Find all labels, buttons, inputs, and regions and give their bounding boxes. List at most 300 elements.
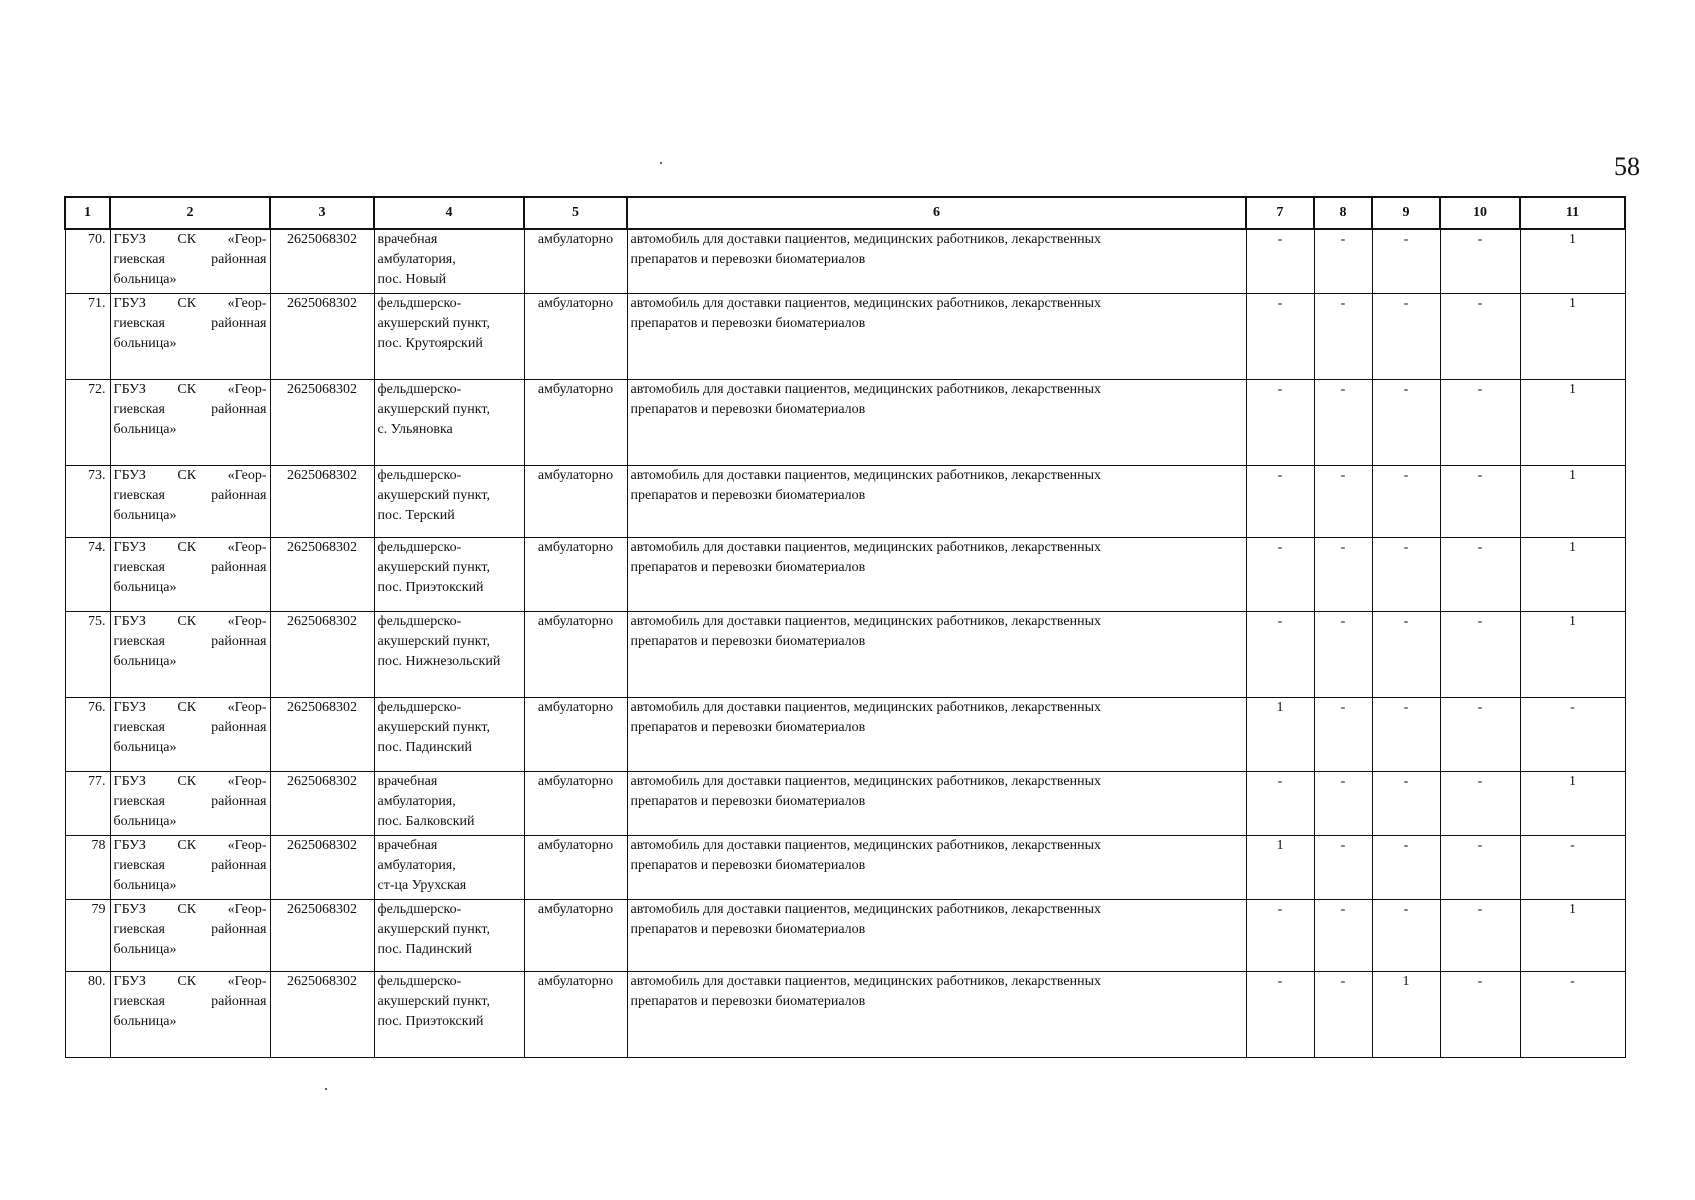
care-mode: амбулаторно (524, 771, 627, 835)
count-cell-7: - (1246, 537, 1314, 611)
count-cell-9: - (1372, 899, 1440, 971)
count-cell-11: 1 (1520, 899, 1625, 971)
count-cell-10: - (1440, 379, 1520, 465)
organization-name-line (114, 836, 267, 856)
facility-name-line: акушерский пункт, (377, 559, 490, 575)
organization-name-line (114, 718, 267, 738)
inn-code: 2625068302 (270, 229, 374, 293)
facility-name-line: акушерский пункт, (377, 315, 490, 331)
facility-name (374, 229, 524, 293)
vehicle-purpose-line: автомобиль для доставки пациентов, медицинских работников, лекарственных (630, 232, 1101, 247)
organization-name-line (114, 876, 267, 896)
organization-name-word: районная (211, 315, 267, 331)
organization-name-word: районная (211, 719, 267, 735)
organization-name-word: гиевская (113, 252, 165, 267)
organization-name-word: больница» (113, 272, 177, 287)
row-number: 77. (65, 771, 110, 835)
count-cell-8: - (1314, 771, 1372, 835)
count-cell-7: - (1246, 771, 1314, 835)
vehicle-purpose-line: автомобиль для доставки пациентов, медицинских работников, лекарственных (630, 773, 1101, 789)
table-row (65, 899, 1625, 971)
count-cell-8: - (1314, 537, 1372, 611)
facility-name-line: с. Ульяновка (377, 421, 453, 437)
count-cell-10: - (1440, 229, 1520, 293)
organization-name (110, 229, 270, 293)
vehicle-purpose-line: автомобиль для доставки пациентов, медицинских работников, лекарственных (630, 295, 1101, 311)
organization-name-line (114, 612, 267, 632)
count-cell-7: - (1246, 379, 1314, 465)
organization-name-line (114, 1012, 267, 1032)
row-number: 76. (65, 697, 110, 771)
count-cell-9: - (1372, 465, 1440, 537)
facility-name-line: акушерский пункт, (377, 487, 490, 503)
vehicle-purpose-line: препаратов и перевозки биоматериалов (630, 633, 866, 649)
row-number: 70. (65, 229, 110, 293)
vehicle-purpose-line: автомобиль для доставки пациентов, медицинских работников, лекарственных (630, 837, 1101, 853)
vehicle-purpose-line: автомобиль для доставки пациентов, медицинских работников, лекарственных (630, 901, 1101, 917)
organization-name-word: больница» (113, 507, 177, 523)
organization-name-word: «Геор- (227, 232, 267, 247)
facility-name-line: пос. Приэтокский (377, 579, 484, 595)
row-number: 71. (65, 293, 110, 379)
count-cell-9: - (1372, 293, 1440, 379)
count-cell-7: - (1246, 293, 1314, 379)
facility-name (374, 697, 524, 771)
count-cell-11: 1 (1520, 611, 1625, 697)
organization-name-word: «Геор- (227, 539, 267, 555)
facility-name-line: пос. Приэтокский (377, 1013, 484, 1029)
count-cell-10: - (1440, 537, 1520, 611)
organization-name-word: больница» (113, 813, 177, 829)
count-cell-11: 1 (1520, 379, 1625, 465)
organization-name-word: ГБУЗ (113, 973, 146, 989)
facility-name-line: фельдшерско- (377, 381, 462, 397)
organization-name-line (114, 972, 267, 992)
count-cell-9: - (1372, 835, 1440, 899)
vehicle-purpose (627, 899, 1246, 971)
count-cell-9: - (1372, 611, 1440, 697)
count-cell-8: - (1314, 971, 1372, 1057)
count-cell-11: 1 (1520, 293, 1625, 379)
vehicle-purpose-line: препаратов и перевозки биоматериалов (630, 401, 866, 417)
count-cell-8: - (1314, 899, 1372, 971)
table-row (65, 697, 1625, 771)
count-cell-11: 1 (1520, 465, 1625, 537)
facility-name-line: пос. Падинский (377, 739, 472, 755)
organization-name-word: «Геор- (227, 613, 267, 629)
table-row (65, 465, 1625, 537)
inn-code: 2625068302 (270, 379, 374, 465)
organization-name-line (114, 632, 267, 652)
inn-code: 2625068302 (270, 293, 374, 379)
row-number: 73. (65, 465, 110, 537)
facility-name-line: акушерский пункт, (377, 633, 490, 649)
facility-name-line: амбулатория, (377, 252, 456, 267)
table-row (65, 293, 1625, 379)
care-mode: амбулаторно (524, 899, 627, 971)
organization-name-word: районная (211, 857, 267, 873)
column-header: 9 (1372, 197, 1440, 229)
count-cell-10: - (1440, 611, 1520, 697)
vehicle-purpose-line: препаратов и перевозки биоматериалов (630, 793, 866, 809)
care-mode: амбулаторно (524, 379, 627, 465)
organization-name-word: больница» (113, 1013, 177, 1029)
organization-name-line (114, 486, 267, 506)
organization-name-line (114, 698, 267, 718)
organization-name-word: СК (177, 973, 197, 989)
count-cell-8: - (1314, 229, 1372, 293)
column-header: 6 (627, 197, 1246, 229)
organization-name-line (114, 270, 267, 290)
organization-name-line (114, 772, 267, 792)
organization-name-word: районная (211, 252, 267, 267)
count-cell-7: - (1246, 229, 1314, 293)
facility-name-line: фельдшерско- (377, 613, 462, 629)
vehicle-purpose-line: препаратов и перевозки биоматериалов (630, 252, 866, 267)
organization-name-word: «Геор- (227, 467, 267, 483)
facility-name (374, 465, 524, 537)
facility-name-line: врачебная (377, 837, 438, 853)
organization-name-word: СК (177, 837, 197, 853)
organization-name-word: ГБУЗ (113, 539, 146, 555)
organization-name-line (114, 738, 267, 758)
count-cell-10: - (1440, 293, 1520, 379)
organization-name (110, 697, 270, 771)
organization-name (110, 379, 270, 465)
facility-name-line: акушерский пункт, (377, 921, 490, 937)
organization-name-word: СК (177, 901, 197, 917)
column-header: 11 (1520, 197, 1625, 229)
organization-name-word: «Геор- (227, 773, 267, 789)
facility-name-line: фельдшерско- (377, 295, 462, 311)
organization-name-line (114, 792, 267, 812)
organization-name-word: гиевская (113, 315, 165, 331)
facility-name-line: пос. Балковский (377, 813, 475, 829)
facility-name-line: ст-ца Урухская (377, 877, 467, 893)
organization-name-word: районная (211, 633, 267, 649)
column-header: 4 (374, 197, 524, 229)
organization-name (110, 465, 270, 537)
count-cell-10: - (1440, 465, 1520, 537)
organization-name-line (114, 900, 267, 920)
organization-name (110, 771, 270, 835)
page-number: 58 (1614, 152, 1640, 181)
organization-name-word: СК (177, 232, 197, 247)
count-cell-10: - (1440, 899, 1520, 971)
care-mode: амбулаторно (524, 537, 627, 611)
facility-name (374, 771, 524, 835)
column-header: 8 (1314, 197, 1372, 229)
organization-name-word: гиевская (113, 857, 165, 873)
organization-name-word: районная (211, 921, 267, 937)
vehicle-purpose (627, 771, 1246, 835)
organization-name-word: гиевская (113, 793, 165, 809)
organization-name-line (114, 400, 267, 420)
care-mode: амбулаторно (524, 697, 627, 771)
facility-name-line: фельдшерско- (377, 699, 462, 715)
organization-name-line (114, 558, 267, 578)
facility-name-line: пос. Нижнезольский (377, 653, 501, 669)
organization-name-word: районная (211, 559, 267, 575)
count-cell-11: 1 (1520, 229, 1625, 293)
table-row (65, 229, 1625, 293)
organization-name-word: ГБУЗ (113, 613, 146, 629)
table-row (65, 537, 1625, 611)
organization-name (110, 835, 270, 899)
facility-name (374, 835, 524, 899)
organization-name-word: больница» (113, 579, 177, 595)
organization-name-line (114, 466, 267, 486)
count-cell-10: - (1440, 971, 1520, 1057)
organization-name-word: СК (177, 699, 197, 715)
organization-name-line (114, 538, 267, 558)
organization-name-word: «Геор- (227, 381, 267, 397)
organization-name-word: ГБУЗ (113, 381, 146, 397)
column-header: 5 (524, 197, 627, 229)
organization-name-line (114, 940, 267, 960)
facility-name (374, 611, 524, 697)
organization-name-line (114, 250, 267, 270)
count-cell-10: - (1440, 771, 1520, 835)
count-cell-9: - (1372, 379, 1440, 465)
vehicle-purpose-line: препаратов и перевозки биоматериалов (630, 559, 866, 575)
organization-name-word: СК (177, 381, 197, 397)
facility-name (374, 899, 524, 971)
organization-name-word: больница» (113, 421, 177, 437)
inn-code: 2625068302 (270, 971, 374, 1057)
vehicle-allocation-table (64, 196, 1626, 1058)
count-cell-9: - (1372, 771, 1440, 835)
inn-code: 2625068302 (270, 611, 374, 697)
organization-name-word: районная (211, 487, 267, 503)
facility-name-line: фельдшерско- (377, 973, 462, 989)
vehicle-purpose-line: автомобиль для доставки пациентов, медицинских работников, лекарственных (630, 613, 1101, 629)
organization-name-word: больница» (113, 877, 177, 893)
facility-name (374, 971, 524, 1057)
organization-name-word: гиевская (113, 993, 165, 1009)
count-cell-11: 1 (1520, 771, 1625, 835)
facility-name (374, 379, 524, 465)
organization-name-word: ГБУЗ (113, 232, 146, 247)
organization-name-line (114, 992, 267, 1012)
vehicle-purpose (627, 971, 1246, 1057)
column-header: 10 (1440, 197, 1520, 229)
count-cell-11: - (1520, 835, 1625, 899)
count-cell-8: - (1314, 611, 1372, 697)
organization-name-line (114, 578, 267, 598)
care-mode: амбулаторно (524, 229, 627, 293)
count-cell-8: - (1314, 835, 1372, 899)
organization-name-word: «Геор- (227, 295, 267, 311)
inn-code: 2625068302 (270, 771, 374, 835)
facility-name-line: пос. Терский (377, 507, 455, 523)
vehicle-purpose (627, 379, 1246, 465)
count-cell-10: - (1440, 697, 1520, 771)
count-cell-7: - (1246, 611, 1314, 697)
vehicle-purpose-line: автомобиль для доставки пациентов, медицинских работников, лекарственных (630, 381, 1101, 397)
facility-name-line: врачебная (377, 773, 438, 789)
organization-name-word: СК (177, 539, 197, 555)
facility-name-line: фельдшерско- (377, 539, 462, 555)
organization-name-word: СК (177, 295, 197, 311)
vehicle-purpose-line: автомобиль для доставки пациентов, медицинских работников, лекарственных (630, 699, 1101, 715)
count-cell-11: - (1520, 697, 1625, 771)
count-cell-11: 1 (1520, 537, 1625, 611)
care-mode: амбулаторно (524, 835, 627, 899)
organization-name-word: гиевская (113, 633, 165, 649)
organization-name-word: районная (211, 793, 267, 809)
count-cell-8: - (1314, 293, 1372, 379)
vehicle-purpose (627, 229, 1246, 293)
organization-name-line (114, 652, 267, 672)
facility-name-line: пос. Падинский (377, 941, 472, 957)
vehicle-purpose (627, 293, 1246, 379)
organization-name-line (114, 920, 267, 940)
organization-name (110, 899, 270, 971)
facility-name-line: фельдшерско- (377, 901, 462, 917)
organization-name-line (114, 506, 267, 526)
count-cell-8: - (1314, 379, 1372, 465)
care-mode: амбулаторно (524, 293, 627, 379)
organization-name-line (114, 314, 267, 334)
facility-name-line: амбулатория, (377, 793, 456, 809)
organization-name-word: ГБУЗ (113, 901, 146, 917)
vehicle-purpose-line: препаратов и перевозки биоматериалов (630, 487, 866, 503)
vehicle-purpose-line: препаратов и перевозки биоматериалов (630, 719, 866, 735)
vehicle-purpose (627, 611, 1246, 697)
organization-name-line (114, 380, 267, 400)
vehicle-purpose (627, 835, 1246, 899)
table-row (65, 971, 1625, 1057)
inn-code: 2625068302 (270, 899, 374, 971)
organization-name-line (114, 294, 267, 314)
organization-name-word: больница» (113, 335, 177, 351)
row-number: 75. (65, 611, 110, 697)
organization-name (110, 611, 270, 697)
organization-name-word: гиевская (113, 487, 165, 503)
facility-name (374, 537, 524, 611)
organization-name-word: СК (177, 613, 197, 629)
count-cell-10: - (1440, 835, 1520, 899)
count-cell-7: 1 (1246, 835, 1314, 899)
facility-name-line: фельдшерско- (377, 467, 462, 483)
table-row (65, 835, 1625, 899)
organization-name-word: больница» (113, 653, 177, 669)
count-cell-9: 1 (1372, 971, 1440, 1057)
column-number-header-row (65, 197, 1625, 229)
organization-name-word: районная (211, 993, 267, 1009)
row-number: 80. (65, 971, 110, 1057)
count-cell-9: - (1372, 229, 1440, 293)
row-number: 79 (65, 899, 110, 971)
organization-name-word: гиевская (113, 401, 165, 417)
table-row (65, 611, 1625, 697)
vehicle-purpose-line: препаратов и перевозки биоматериалов (630, 921, 866, 937)
vehicle-purpose-line: препаратов и перевозки биоматериалов (630, 315, 866, 331)
vehicle-purpose-line: препаратов и перевозки биоматериалов (630, 857, 866, 873)
care-mode: амбулаторно (524, 465, 627, 537)
organization-name-word: «Геор- (227, 973, 267, 989)
vehicle-purpose-line: автомобиль для доставки пациентов, медицинских работников, лекарственных (630, 467, 1101, 483)
table-row (65, 771, 1625, 835)
organization-name-line (114, 812, 267, 832)
vehicle-purpose (627, 537, 1246, 611)
facility-name-line: акушерский пункт, (377, 719, 490, 735)
inn-code: 2625068302 (270, 537, 374, 611)
inn-code: 2625068302 (270, 697, 374, 771)
organization-name-word: больница» (113, 739, 177, 755)
organization-name-word: «Геор- (227, 901, 267, 917)
vehicle-purpose-line: автомобиль для доставки пациентов, медицинских работников, лекарственных (630, 539, 1101, 555)
vehicle-purpose (627, 465, 1246, 537)
organization-name-word: ГБУЗ (113, 295, 146, 311)
row-number: 74. (65, 537, 110, 611)
inn-code: 2625068302 (270, 835, 374, 899)
facility-name-line: врачебная (377, 232, 438, 247)
organization-name-word: «Геор- (227, 837, 267, 853)
organization-name (110, 293, 270, 379)
organization-name-word: «Геор- (227, 699, 267, 715)
vehicle-purpose (627, 697, 1246, 771)
table-row (65, 379, 1625, 465)
organization-name-line (114, 334, 267, 354)
row-number: 78 (65, 835, 110, 899)
table-body (65, 229, 1625, 1057)
facility-name (374, 293, 524, 379)
count-cell-9: - (1372, 537, 1440, 611)
facility-name-line: пос. Новый (377, 272, 447, 287)
organization-name-word: гиевская (113, 559, 165, 575)
vehicle-purpose-line: препаратов и перевозки биоматериалов (630, 993, 866, 1009)
organization-name-line (114, 230, 267, 250)
facility-name-line: амбулатория, (377, 857, 456, 873)
organization-name-line (114, 420, 267, 440)
count-cell-7: - (1246, 899, 1314, 971)
column-header: 3 (270, 197, 374, 229)
organization-name-word: гиевская (113, 719, 165, 735)
organization-name-word: гиевская (113, 921, 165, 937)
column-header: 2 (110, 197, 270, 229)
count-cell-9: - (1372, 697, 1440, 771)
care-mode: амбулаторно (524, 971, 627, 1057)
scan-speck (660, 162, 662, 164)
count-cell-8: - (1314, 697, 1372, 771)
vehicle-purpose-line: автомобиль для доставки пациентов, медицинских работников, лекарственных (630, 973, 1101, 989)
facility-name-line: акушерский пункт, (377, 993, 490, 1009)
organization-name-word: ГБУЗ (113, 467, 146, 483)
count-cell-11: - (1520, 971, 1625, 1057)
care-mode: амбулаторно (524, 611, 627, 697)
facility-name-line: пос. Крутоярский (377, 335, 483, 351)
organization-name-word: СК (177, 467, 197, 483)
count-cell-8: - (1314, 465, 1372, 537)
organization-name (110, 971, 270, 1057)
organization-name-word: ГБУЗ (113, 773, 146, 789)
count-cell-7: 1 (1246, 697, 1314, 771)
column-header: 7 (1246, 197, 1314, 229)
facility-name-line: акушерский пункт, (377, 401, 490, 417)
scan-speck (325, 1088, 327, 1090)
organization-name (110, 537, 270, 611)
organization-name-word: ГБУЗ (113, 699, 146, 715)
inn-code: 2625068302 (270, 465, 374, 537)
organization-name-word: ГБУЗ (113, 837, 146, 853)
organization-name-line (114, 856, 267, 876)
organization-name-word: СК (177, 773, 197, 789)
count-cell-7: - (1246, 465, 1314, 537)
count-cell-7: - (1246, 971, 1314, 1057)
column-header: 1 (65, 197, 110, 229)
